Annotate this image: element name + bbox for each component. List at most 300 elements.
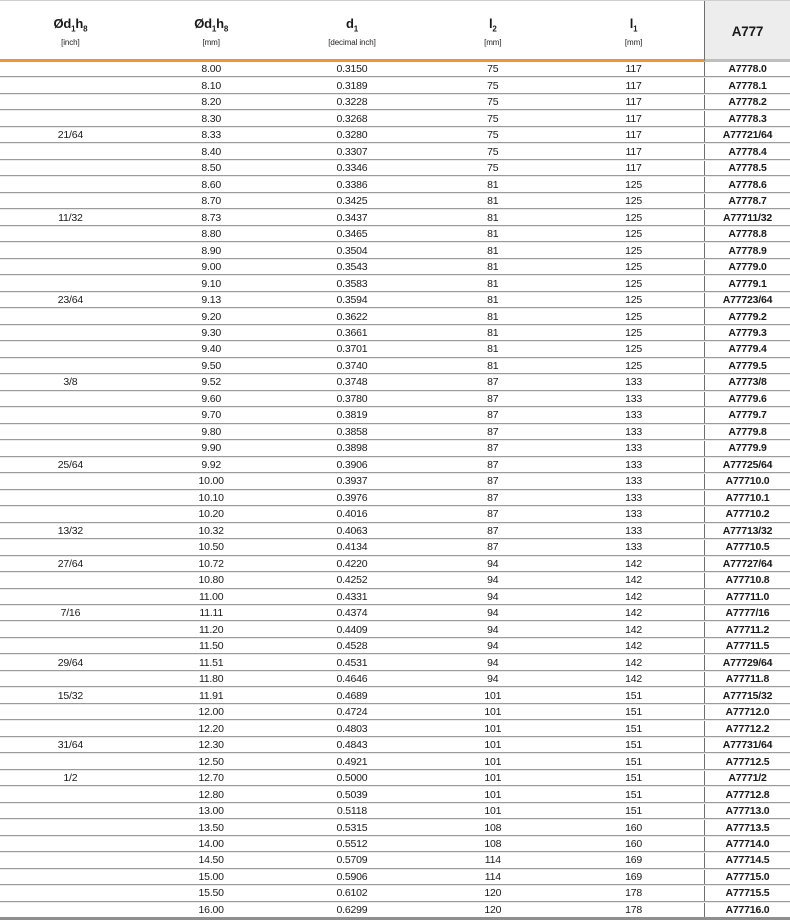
table-row: [0, 885, 790, 901]
table-row: [0, 275, 790, 291]
cell-mm: 8.80: [201, 228, 222, 241]
column-label: $Ød_1h_8$: [53, 15, 88, 34]
cell-part-number: A77723/64: [704, 293, 790, 307]
cell-l1: 125: [625, 343, 643, 356]
cell-l1: 142: [625, 656, 643, 669]
cell-l1: 125: [625, 228, 643, 241]
cell-l1: 151: [625, 755, 643, 768]
table-row: [0, 457, 790, 473]
cell-decimal-inch: 0.3898: [336, 442, 368, 455]
cell-l2: 81: [487, 228, 499, 241]
cell-part-number: A77710.1: [704, 491, 790, 505]
cell-l2: 75: [487, 112, 499, 125]
cell-decimal-inch: 0.3780: [336, 392, 368, 405]
cell-mm: 12.30: [198, 739, 224, 752]
cell-inch: [0, 95, 141, 109]
cell-part-number: A77714.0: [704, 837, 790, 851]
cell-decimal-inch: 0.3150: [336, 63, 368, 76]
table-row: [0, 391, 790, 407]
cell-part-number: A7779.4: [704, 342, 790, 356]
table-row: [0, 62, 790, 77]
cell-l2: 94: [487, 557, 499, 570]
cell-decimal-inch: 0.5709: [336, 854, 368, 867]
cell-l1: 125: [625, 195, 643, 208]
cell-decimal-inch: 0.4689: [336, 689, 368, 702]
cell-l2: 81: [487, 326, 499, 339]
cell-decimal-inch: 0.3701: [336, 343, 368, 356]
cell-l2: 101: [484, 722, 502, 735]
cell-l1: 151: [625, 805, 643, 818]
table-header: [0, 1, 790, 62]
cell-l1: 125: [625, 261, 643, 274]
cell-decimal-inch: 0.4220: [336, 557, 368, 570]
cell-inch: 13/32: [57, 524, 84, 537]
column-label: $l_2$: [488, 15, 497, 34]
part-number-column-header: [704, 1, 790, 62]
cell-inch: [0, 837, 141, 851]
cell-l2: 87: [487, 491, 499, 504]
cell-l1: 117: [625, 145, 642, 158]
cell-inch: [0, 243, 141, 257]
cell-part-number: A7779.1: [704, 276, 790, 290]
cell-inch: [0, 392, 141, 406]
cell-decimal-inch: 0.3858: [336, 425, 368, 438]
cell-mm: 9.52: [201, 376, 222, 389]
table-row: [0, 226, 790, 242]
cell-l1: 125: [625, 244, 643, 257]
cell-l2: 75: [487, 145, 499, 158]
cell-part-number: A77715/32: [704, 688, 790, 702]
table-row: [0, 902, 790, 917]
cell-inch: 1/2: [63, 772, 78, 785]
cell-decimal-inch: 0.4646: [336, 673, 368, 686]
column-unit: [decimal inch]: [328, 37, 376, 47]
table-row: [0, 556, 790, 572]
cell-l2: 101: [484, 788, 502, 801]
column-unit: [mm]: [624, 37, 643, 47]
cell-l1: 133: [625, 392, 643, 405]
table-row: [0, 671, 790, 687]
cell-part-number: A77711.5: [704, 639, 790, 653]
cell-inch: [0, 177, 141, 191]
cell-inch: [0, 705, 141, 719]
cell-l2: 94: [487, 574, 499, 587]
cell-inch: 7/16: [60, 607, 81, 620]
cell-l2: 81: [487, 261, 499, 274]
table-row: [0, 539, 790, 555]
table-row: [0, 209, 790, 225]
cell-part-number: A7779.2: [704, 309, 790, 323]
cell-inch: 31/64: [57, 739, 84, 752]
table-row: [0, 94, 790, 110]
cell-inch: [0, 639, 141, 653]
table-row: [0, 341, 790, 357]
cell-inch: [0, 194, 141, 208]
cell-inch: [0, 309, 141, 323]
cell-part-number: A7777/16: [704, 606, 790, 620]
cell-decimal-inch: 0.4803: [336, 722, 368, 735]
cell-decimal-inch: 0.4531: [336, 656, 368, 669]
cell-mm: 10.20: [198, 508, 224, 521]
cell-mm: 10.32: [198, 524, 224, 537]
cell-inch: [0, 227, 141, 241]
cell-part-number: A7778.5: [704, 161, 790, 175]
cell-l2: 108: [484, 821, 502, 834]
cell-decimal-inch: 0.4063: [336, 524, 368, 537]
cell-part-number: A77711/32: [704, 210, 790, 224]
cell-decimal-inch: 0.5906: [336, 870, 368, 883]
cell-inch: [0, 622, 141, 636]
cell-decimal-inch: 0.4528: [336, 640, 368, 653]
cell-inch: 3/8: [63, 376, 78, 389]
cell-l2: 81: [487, 178, 499, 191]
cell-inch: [0, 573, 141, 587]
cell-decimal-inch: 0.5000: [336, 772, 368, 785]
cell-mm: 11.50: [198, 640, 224, 653]
cell-decimal-inch: 0.3346: [336, 162, 368, 175]
cell-decimal-inch: 0.3437: [336, 211, 368, 224]
cell-part-number: A77712.0: [704, 705, 790, 719]
table-row: [0, 523, 790, 539]
cell-mm: 13.00: [198, 805, 224, 818]
cell-l1: 178: [625, 903, 643, 916]
cell-l2: 101: [484, 805, 502, 818]
cell-l1: 125: [625, 277, 643, 290]
cell-mm: 11.20: [198, 623, 224, 636]
cell-decimal-inch: 0.3594: [336, 294, 368, 307]
cell-mm: 9.30: [201, 326, 222, 339]
cell-decimal-inch: 0.3976: [336, 491, 368, 504]
cell-decimal-inch: 0.3819: [336, 409, 368, 422]
cell-part-number: A77715.5: [704, 886, 790, 900]
cell-l1: 142: [625, 590, 643, 603]
cell-decimal-inch: 0.4724: [336, 706, 368, 719]
cell-l2: 120: [484, 903, 502, 916]
table-row: [0, 407, 790, 423]
cell-l1: 133: [625, 409, 643, 422]
cell-part-number: A77711.0: [704, 590, 790, 604]
cell-mm: 9.70: [201, 409, 222, 422]
cell-part-number: A7778.7: [704, 194, 790, 208]
dimension-column-headers: [0, 1, 704, 62]
cell-mm: 11.80: [198, 673, 224, 686]
cell-inch: [0, 820, 141, 834]
table-row: [0, 292, 790, 308]
cell-l1: 117: [625, 162, 642, 175]
cell-decimal-inch: 0.3661: [336, 326, 368, 339]
cell-l2: 101: [484, 706, 502, 719]
table-row: [0, 160, 790, 176]
cell-mm: 10.50: [198, 541, 224, 554]
cell-part-number: A77714.5: [704, 853, 790, 867]
cell-l1: 169: [625, 870, 643, 883]
cell-inch: [0, 590, 141, 604]
cell-l1: 151: [625, 739, 643, 752]
cell-decimal-inch: 0.5512: [336, 838, 368, 850]
cell-l1: 125: [625, 326, 643, 339]
cell-l2: 101: [484, 772, 502, 785]
cell-inch: 25/64: [57, 458, 84, 471]
cell-inch: 29/64: [57, 656, 84, 669]
part-series-label: A777: [731, 23, 764, 39]
cell-mm: 15.00: [198, 870, 224, 883]
cell-mm: 8.33: [201, 129, 222, 142]
table-row: [0, 836, 790, 852]
cell-decimal-inch: 0.6102: [336, 887, 368, 900]
cell-mm: 10.10: [198, 491, 224, 504]
table-row: [0, 473, 790, 489]
cell-part-number: A7779.7: [704, 408, 790, 422]
cell-l1: 117: [625, 96, 642, 109]
cell-l2: 94: [487, 607, 499, 620]
cell-l2: 87: [487, 425, 499, 438]
cell-l2: 81: [487, 244, 499, 257]
cell-mm: 9.60: [201, 392, 222, 405]
cell-part-number: A7779.3: [704, 326, 790, 340]
cell-mm: 9.90: [201, 442, 222, 455]
cell-decimal-inch: 0.4921: [336, 755, 368, 768]
cell-mm: 9.13: [201, 294, 222, 307]
cell-decimal-inch: 0.3504: [336, 244, 368, 257]
cell-part-number: A77710.0: [704, 474, 790, 488]
cell-mm: 12.50: [198, 755, 224, 768]
table-row: [0, 572, 790, 588]
cell-decimal-inch: 0.3748: [336, 376, 368, 389]
cell-mm: 9.10: [201, 277, 222, 290]
cell-l1: 151: [625, 689, 643, 702]
cell-l1: 125: [625, 310, 643, 323]
cell-l1: 117: [625, 63, 642, 76]
cell-l1: 117: [625, 79, 642, 92]
cell-l2: 75: [487, 79, 499, 92]
table-row: [0, 605, 790, 621]
cell-l2: 101: [484, 739, 502, 752]
cell-mm: 9.20: [201, 310, 222, 323]
column-unit: [mm]: [202, 37, 220, 47]
cell-part-number: A7773/8: [704, 375, 790, 389]
cell-l2: 94: [487, 640, 499, 653]
cell-l2: 114: [484, 870, 501, 883]
cell-decimal-inch: 0.3937: [336, 475, 368, 488]
cell-decimal-inch: 0.3583: [336, 277, 368, 290]
cell-inch: [0, 903, 141, 917]
column-header-l1: [563, 1, 704, 59]
table-row: [0, 193, 790, 209]
cell-part-number: A77731/64: [704, 738, 790, 752]
cell-mm: 8.30: [201, 112, 222, 125]
cell-mm: 8.40: [201, 145, 222, 158]
table-row: [0, 440, 790, 456]
cell-mm: 8.00: [201, 63, 222, 76]
cell-part-number: A7778.9: [704, 243, 790, 257]
cell-l2: 81: [487, 294, 499, 307]
cell-mm: 8.10: [201, 79, 222, 92]
cell-inch: [0, 161, 141, 175]
table-row: [0, 621, 790, 637]
cell-l1: 169: [625, 854, 643, 867]
cell-inch: [0, 342, 141, 356]
cell-mm: 11.51: [198, 656, 224, 669]
cell-l1: 133: [625, 458, 643, 471]
table-row: [0, 589, 790, 605]
cell-l2: 94: [487, 656, 499, 669]
cell-l1: 125: [625, 294, 643, 307]
table-row: [0, 308, 790, 324]
cell-decimal-inch: 0.5315: [336, 821, 368, 834]
cell-part-number: A7778.3: [704, 111, 790, 125]
cell-part-number: A77712.5: [704, 754, 790, 768]
cell-l1: 160: [625, 821, 643, 834]
cell-part-number: A7779.5: [704, 359, 790, 373]
cell-part-number: A77710.2: [704, 507, 790, 521]
column-label: $d_1$: [345, 15, 358, 34]
cell-l1: 133: [625, 508, 643, 521]
cell-l1: 142: [625, 673, 643, 686]
cell-inch: [0, 111, 141, 125]
cell-mm: 9.50: [201, 359, 222, 372]
cell-l2: 75: [487, 96, 499, 109]
table-row: [0, 786, 790, 802]
cell-part-number: A7778.6: [704, 177, 790, 191]
column-label: $Ød_1h_8$: [194, 15, 229, 34]
cell-l2: 75: [487, 129, 499, 142]
cell-decimal-inch: 0.6299: [336, 903, 368, 916]
cell-l2: 108: [484, 838, 502, 850]
cell-inch: [0, 870, 141, 884]
cell-l2: 114: [484, 854, 501, 867]
column-unit: [inch]: [61, 37, 80, 47]
table-row: [0, 506, 790, 522]
cell-l1: 133: [625, 442, 643, 455]
cell-l1: 125: [625, 178, 643, 191]
cell-l2: 87: [487, 392, 499, 405]
cell-l1: 133: [625, 475, 643, 488]
table-row: [0, 720, 790, 736]
cell-l2: 87: [487, 376, 499, 389]
cell-part-number: A7778.2: [704, 95, 790, 109]
cell-mm: 10.00: [198, 475, 224, 488]
table-row: [0, 737, 790, 753]
column-header-l2: [422, 1, 563, 59]
cell-l1: 133: [625, 541, 643, 554]
table-row: [0, 127, 790, 143]
cell-part-number: A7779.6: [704, 392, 790, 406]
cell-mm: 8.90: [201, 244, 222, 257]
cell-l2: 87: [487, 475, 499, 488]
cell-l2: 87: [487, 442, 499, 455]
table-row: [0, 753, 790, 769]
cell-mm: 12.20: [198, 722, 224, 735]
cell-decimal-inch: 0.3228: [336, 96, 368, 109]
cell-decimal-inch: 0.4374: [336, 607, 368, 620]
table-row: [0, 143, 790, 159]
cell-inch: [0, 804, 141, 818]
table-row: [0, 869, 790, 885]
cell-inch: 23/64: [57, 294, 84, 307]
cell-mm: 9.00: [201, 261, 222, 274]
cell-inch: [0, 721, 141, 735]
cell-inch: [0, 78, 141, 92]
table-row: [0, 654, 790, 670]
cell-part-number: A77725/64: [704, 458, 790, 472]
cell-l1: 151: [625, 722, 643, 735]
cell-decimal-inch: 0.3280: [336, 129, 368, 142]
table-row: [0, 110, 790, 126]
cell-l2: 81: [487, 277, 499, 290]
column-label: $l_1$: [629, 15, 638, 34]
table-body: [0, 62, 790, 917]
cell-decimal-inch: 0.4331: [336, 590, 368, 603]
cell-l2: 81: [487, 195, 499, 208]
cell-l2: 87: [487, 508, 499, 521]
cell-l1: 133: [625, 491, 643, 504]
cell-inch: 11/32: [58, 211, 83, 224]
cell-l1: 133: [625, 425, 643, 438]
cell-l2: 94: [487, 673, 499, 686]
cell-l2: 75: [487, 63, 499, 76]
cell-mm: 8.50: [201, 162, 222, 175]
cell-mm: 8.73: [201, 211, 222, 224]
table-row: [0, 803, 790, 819]
cell-inch: [0, 787, 141, 801]
cell-part-number: A77729/64: [704, 655, 790, 669]
cell-l1: 142: [625, 640, 643, 653]
table-row: [0, 374, 790, 390]
cell-mm: 11.11: [199, 607, 224, 620]
table-row: [0, 819, 790, 835]
cell-inch: [0, 491, 141, 505]
cell-l1: 151: [625, 706, 643, 719]
cell-l1: 133: [625, 524, 643, 537]
cell-mm: 10.72: [198, 557, 224, 570]
cell-decimal-inch: 0.3307: [336, 145, 368, 158]
cell-inch: [0, 853, 141, 867]
cell-inch: [0, 276, 141, 290]
cell-l2: 101: [484, 689, 502, 702]
cell-mm: 11.00: [198, 590, 224, 603]
cell-inch: [0, 425, 141, 439]
table-row: [0, 176, 790, 192]
cell-l2: 94: [487, 590, 499, 603]
cell-part-number: A7778.8: [704, 227, 790, 241]
cell-inch: [0, 507, 141, 521]
cell-inch: 15/32: [57, 689, 84, 702]
cell-l2: 81: [487, 343, 499, 356]
cell-decimal-inch: 0.3425: [336, 195, 368, 208]
cell-part-number: A7779.8: [704, 425, 790, 439]
cell-decimal-inch: 0.4252: [336, 574, 368, 587]
cell-inch: [0, 408, 141, 422]
cell-part-number: A77710.5: [704, 540, 790, 554]
cell-decimal-inch: 0.3386: [336, 178, 368, 191]
cell-l1: 151: [625, 772, 643, 785]
cell-part-number: A77710.8: [704, 573, 790, 587]
cell-mm: 13.50: [198, 821, 224, 834]
cell-part-number: A77715.0: [704, 870, 790, 884]
cell-inch: [0, 754, 141, 768]
cell-l1: 160: [625, 838, 643, 850]
cell-inch: [0, 260, 141, 274]
table-row: [0, 242, 790, 258]
cell-part-number: A77713/32: [704, 524, 790, 538]
table-row: [0, 638, 790, 654]
cell-decimal-inch: 0.3189: [336, 79, 368, 92]
table-row: [0, 770, 790, 786]
cell-inch: [0, 326, 141, 340]
table-row: [0, 259, 790, 275]
cell-decimal-inch: 0.3622: [336, 310, 368, 323]
cell-inch: 21/64: [57, 129, 84, 142]
